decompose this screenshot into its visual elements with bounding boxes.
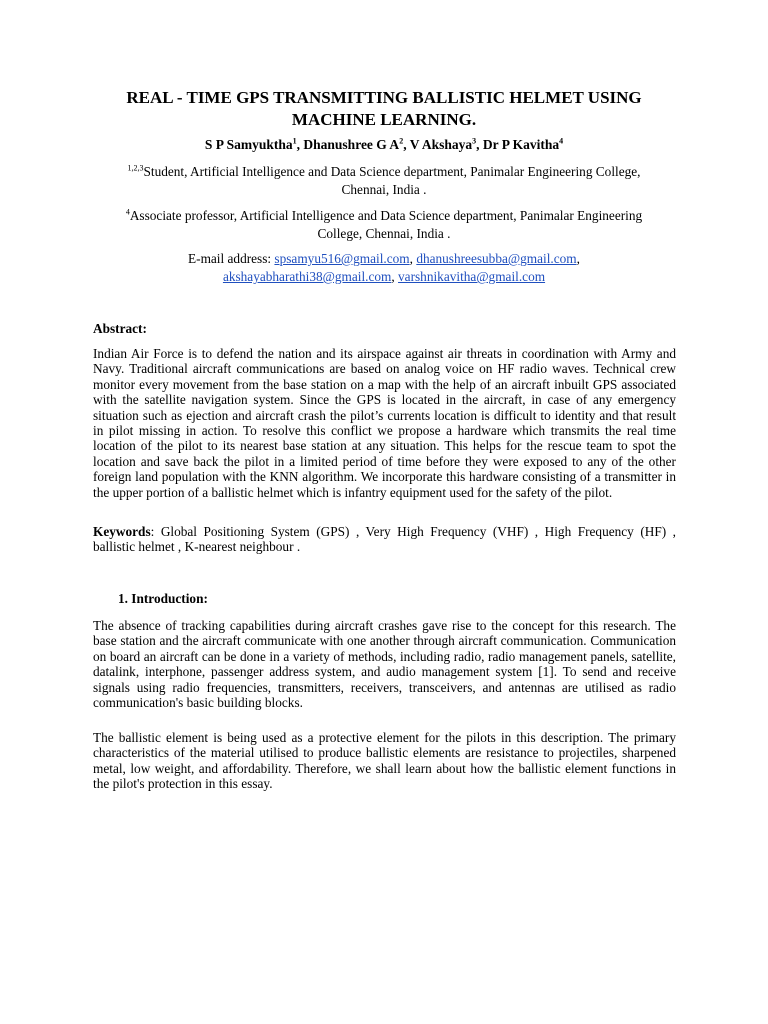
author-list: S P Samyuktha$^1$, Dhanushree G $A^2$, V Akshaya$^3$, Dr P Kavitha$^4$ <box>204 136 564 152</box>
abstract-line: and Navy. Traditional aircraft communications are based on analog voice on HF radio waves. <box>93 346 676 377</box>
intro-line: Communication on board an aircraft can be done in a variety of methods, including radio, radio <box>93 633 677 664</box>
author-sup: 3 <box>472 136 477 146</box>
intro-line: The absence of tracking capabilities during aircraft crashes gave rise to the concept for this research. <box>93 618 651 633</box>
abstract-line: before they were exposed to any of the other foreign land population with the KNN algorithm. We <box>93 453 676 485</box>
intro-line: management panels, satellite, datalink, interphone, passenger address system, and audio management <box>93 648 677 680</box>
intro-line: ballistic element functions in the pilot's protection in this essay. <box>93 760 676 792</box>
affiliation-students <box>100 163 668 199</box>
abstract-line: hardware which transmits the real time location of the pilot to its nearest base station at any situation. <box>93 423 676 454</box>
author-name: V Akshaya <box>409 137 473 152</box>
author-name: S P Samyuktha <box>204 137 293 152</box>
affiliation-line: College, Chennai, India . <box>317 226 451 241</box>
abstract-line: incorporate this hardware consisting of a transmitter in the upper portion of a ballistic helmet which is <box>93 469 676 500</box>
intro-line: The ballistic element is being used as a protective element for the pilots in this description. The <box>93 730 629 745</box>
intro-line: projectiles, sharpened metal, low weight, and affordability. Therefore, we shall learn about how the <box>93 745 676 776</box>
author-sup: 2 <box>399 136 404 146</box>
email-addresses: E-mail address: spsamyu516@gmail.com, dhanushreesubba@gmail.com, akshayabharathi38@gmail.com, varshnikavitha@gmail.com <box>188 251 580 284</box>
email-link[interactable]: spsamyu516@gmail.com <box>274 251 410 266</box>
author-sup: 4 <box>559 136 564 146</box>
affiliation-sup: 4 <box>125 207 130 217</box>
abstract-paragraph <box>93 346 676 500</box>
intro-line: The base station and the aircraft communicate with one another through aircraft communication. <box>93 618 676 649</box>
keywords-line: ballistic helmet , K-nearest neighbour . <box>93 539 301 555</box>
abstract-line: infantry equipment used for the safety of the pilot. <box>344 484 613 500</box>
affiliation-professor <box>100 207 668 243</box>
abstract-line: Indian Air Force is to defend the nation and its airspace against air threats in coordination with Army <box>93 346 653 361</box>
abstract-line: This helps for the rescue team to spot the location and save back the pilot in a limited period of time <box>93 438 676 469</box>
abstract-line: difficult to identity and that result in pilot missing in action. To resolve this conflict we propose a <box>93 407 677 439</box>
intro-line: primary characteristics of the material utilised to produce ballistic elements are resistance to <box>93 730 676 761</box>
email-link[interactable]: akshayabharathi38@gmail.com <box>222 269 392 284</box>
email-label: E-mail address: <box>188 251 275 266</box>
keywords-label: Keywords <box>93 524 151 539</box>
paper-title <box>100 87 668 131</box>
introduction-paragraph-1 <box>93 618 676 710</box>
title-line-1: REAL - TIME GPS TRANSMITTING BALLISTIC HELMET USING <box>126 88 642 107</box>
introduction-heading: 1. Introduction: <box>118 591 208 606</box>
affiliation-line: Chennai, India . <box>341 182 427 197</box>
author-sup: 1 <box>292 136 297 146</box>
abstract-line: case of any emergency situation such as ejection and aircraft crash the pilot’s currents location is <box>93 392 676 423</box>
email-link[interactable]: varshnikavitha@gmail.com <box>398 269 546 284</box>
author-name: Dhanushree G A <box>303 137 400 152</box>
intro-line: and antennas are utilised as radio communication's basic building blocks. <box>93 679 677 711</box>
abstract-line: inbuilt GPS associated with the satellite navigation system. Since the GPS is located in the aircraft, in <box>93 376 677 408</box>
title-line-2: MACHINE LEARNING. <box>291 110 477 129</box>
author-name: Dr P Kavitha <box>482 137 560 152</box>
introduction-paragraph-2 <box>93 730 676 792</box>
abstract-line: Technical crew monitor every movement from the base station on a map with the help of an aircraft <box>93 361 676 392</box>
email-link[interactable]: dhanushreesubba@gmail.com <box>416 251 577 266</box>
abstract-heading: Abstract: <box>93 321 147 336</box>
intro-line: system [1]. To send and receive signals using radio frequencies, transmitters, receivers, transceivers, <box>93 664 676 695</box>
keywords-paragraph <box>93 524 676 555</box>
affiliation-line: Student, Artificial Intelligence and Data Science department, Panimalar Engineering College, <box>143 164 641 179</box>
keywords-line: : Global Positioning System (GPS) , Very High Frequency (VHF) , High Frequency (HF) , <box>150 524 676 539</box>
affiliation-line: Associate professor, Artificial Intelligence and Data Science department, Panimalar Engineering <box>129 208 643 223</box>
affiliation-sup: 1,2,3 <box>127 163 144 173</box>
